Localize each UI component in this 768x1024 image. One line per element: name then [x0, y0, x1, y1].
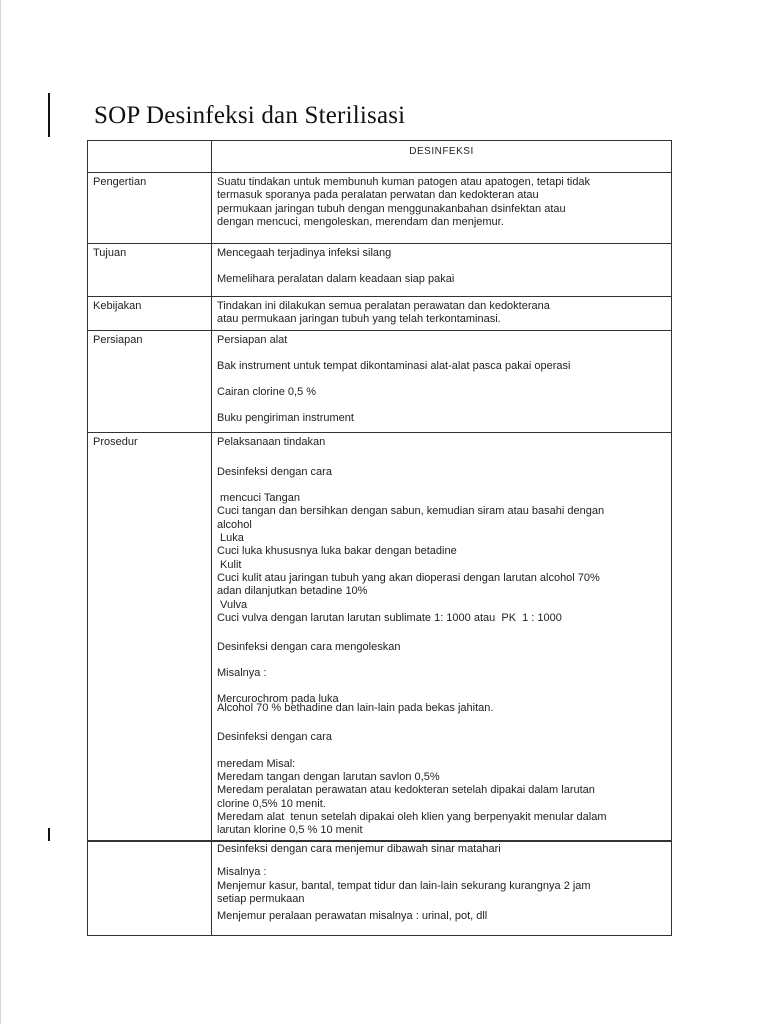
- row-content: [212, 297, 672, 331]
- text-line: adan dilanjutkan betadine 10%: [217, 585, 368, 598]
- text-line: Luka: [217, 532, 244, 545]
- text-line: Mercurochrom pada luka: [217, 692, 339, 705]
- page-edge: [0, 0, 1, 1024]
- table-row-menjemur: [88, 842, 672, 936]
- text-line: Cuci vulva dengan larutan larutan sublimate 1: 1000 atau PK 1 : 1000: [217, 611, 562, 624]
- text-line: Misalnya :: [217, 667, 267, 680]
- table-row-tujuan: [88, 244, 672, 297]
- text-line: Tindakan ini dilakukan semua peralatan perawatan dan kedokterana: [217, 300, 550, 312]
- text-line: dengan mencuci, mengoleskan, merendam dan menjemur.: [217, 215, 504, 228]
- text-line: Bak instrument untuk tempat dikontaminasi alat-alat pasca pakai operasi: [217, 359, 571, 372]
- sop-table-continued: [87, 841, 672, 936]
- text-line: Meredam peralatan perawatan atau kedokteran setelah dipakai dalam larutan: [217, 784, 595, 797]
- text-line: Cuci luka khususnya luka bakar dengan betadine: [217, 545, 457, 558]
- text-line: Meredam alat tenun setelah dipakai oleh klien yang berpenyakit menular dalam: [217, 810, 607, 823]
- text-line: Desinfeksi dengan cara: [217, 465, 332, 478]
- text-line: Cuci tangan dan bersihkan dengan sabun, kemudian siram atau basahi dengan: [217, 505, 605, 518]
- row-content: [212, 173, 672, 244]
- row-content: [212, 842, 672, 936]
- text-line: Memelihara peralatan dalam keadaan siap pakai: [217, 273, 455, 286]
- margin-change-bar-lower: [48, 828, 50, 841]
- row-label: Prosedur: [88, 432, 212, 841]
- text-line: Menjemur peralaan perawatan misalnya : urinal, pot, dll: [217, 910, 488, 923]
- text-line: Desinfeksi dengan cara menjemur dibawah sinar matahari: [217, 843, 501, 855]
- text-line: Cuci kulit atau jaringan tubuh yang akan dioperasi dengan larutan alcohol 70%: [217, 571, 600, 584]
- table-row-persiapan: [88, 330, 672, 432]
- text-line: Misalnya :: [217, 866, 267, 879]
- text-line: Buku pengiriman instrument: [217, 412, 354, 425]
- row-content: [212, 432, 672, 841]
- text-line: Persiapan alat: [217, 333, 288, 346]
- table-row-kebijakan: [88, 297, 672, 331]
- text-line: Menjemur kasur, bantal, tempat tidur dan lain-lain sekurang kurangnya 2 jam: [217, 879, 591, 892]
- text-line: Pelaksanaan tindakan: [217, 435, 326, 448]
- row-label: Persiapan: [88, 330, 212, 432]
- text-line: Desinfeksi dengan cara mengoleskan: [217, 641, 401, 654]
- text-line: Desinfeksi dengan cara: [217, 731, 332, 744]
- text-line: larutan klorine 0,5 % 10 menit: [217, 824, 363, 837]
- text-line: alcohol: [217, 518, 252, 531]
- row-content: [212, 244, 672, 297]
- row-content: [212, 330, 672, 432]
- table-header-row: [88, 141, 672, 173]
- text-line: Cairan clorine 0,5 %: [217, 386, 317, 399]
- text-line: setiap permukaan: [217, 892, 305, 905]
- text-line: Vulva: [217, 598, 248, 611]
- margin-change-bar: [48, 93, 50, 137]
- row-label: Pengertian: [88, 173, 212, 244]
- table-row-pengertian: [88, 173, 672, 244]
- document-title: SOP Desinfeksi dan Sterilisasi: [94, 102, 406, 129]
- text-line: clorine 0,5% 10 menit.: [217, 797, 326, 810]
- text-line: Kulit: [217, 558, 242, 571]
- sop-table: [87, 140, 672, 841]
- text-line: Suatu tindakan untuk membunuh kuman patogen atau apatogen, tetapi tidak: [217, 176, 591, 188]
- text-line: termasuk sporanya pada peralatan perwatan dan kedokteran atau: [217, 189, 539, 202]
- header-cell: DESINFEKSI: [212, 141, 672, 173]
- text-line: meredam Misal:: [217, 757, 296, 770]
- text-line: Mencegaah terjadinya infeksi silang: [217, 247, 392, 259]
- text-line: permukaan jaringan tubuh dengan menggunakanbahan dsinfektan atau: [217, 202, 566, 215]
- row-label: Kebijakan: [88, 297, 212, 331]
- row-label-empty: [88, 842, 212, 936]
- row-label: Tujuan: [88, 244, 212, 297]
- text-line: Alcohol 70 % bethadine dan lain-lain pada bekas jahitan.: [217, 702, 494, 715]
- text-line: atau permukaan jaringan tubuh yang telah terkontaminasi.: [217, 313, 501, 326]
- header-empty-cell: [88, 141, 212, 173]
- text-line: Meredam tangan dengan larutan savlon 0,5%: [217, 770, 440, 783]
- text-line: mencuci Tangan: [217, 492, 300, 505]
- table-row-prosedur: [88, 432, 672, 841]
